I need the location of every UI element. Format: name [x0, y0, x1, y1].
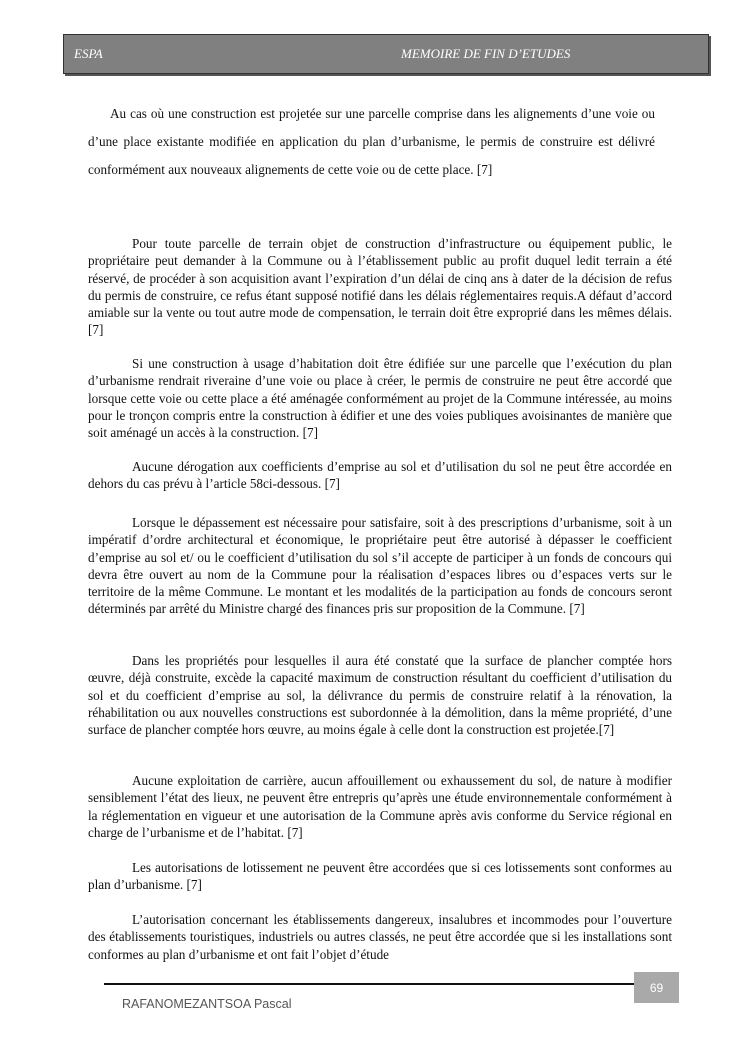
paragraph: Si une construction à usage d’habitation doit être édifiée sur une parcelle que l’exécution du plan d’urbanisme rendrait riveraine d’une voie ou place à créer, le permis de construire ne peut être accordé que lorsque cette voie ou cette place a été aménagée conformément au projet de la Commune intéressée, au moins pour le tronçon compris entre la construction à édifier et une des voies publiques avoisinantes de manière que soit aménagé un accès à la construction. [7] — [88, 356, 672, 441]
paragraph: Lorsque le dépassement est nécessaire pour satisfaire, soit à des prescriptions d’urbanisme, soit à un impératif d’ordre architectural et économique, le propriétaire peut être autorisé à dépasser le coefficient d’emprise au sol et/ ou le coefficient d’utilisation du sol s’il accepte de participer à un fonds de concours qui devra être ouvert au nom de la Commune pour la réalisation d’espaces libres ou d’espaces verts sur le territoire de la même Commune. Le montant et les modalités de la participation au fonds de concours seront déterminés par arrêté du Ministre chargé des finances pris sur proposition de la Commune. [7] — [88, 515, 672, 617]
paragraph: L’autorisation concernant les établissements dangereux, insalubres et incommodes pour l’ouverture des établissements touristiques, industriels ou autres classés, ne peut être accordée que si les installations sont conformes au plan d’urbanisme et ont fait l’objet d’étude — [88, 912, 672, 962]
header-document-title: MEMOIRE DE FIN D’ETUDES — [401, 46, 571, 61]
header-school: ESPA — [74, 46, 103, 61]
paragraph: Au cas où une construction est projetée sur une parcelle comprise dans les alignements d’une voie ou d’une place existante modifiée en application du plan d’urbanisme, le permis de construire est délivré conformément aux nouveaux alignements de cette voie ou de cette place. [7] — [88, 106, 655, 177]
paragraph: Aucune exploitation de carrière, aucun affouillement ou exhaussement du sol, de nature à modifier sensiblement l’état des lieux, ne peuvent être entrepris qu’après une étude environnementale conformément à la réglementation en vigueur et une autorisation de la Commune après avis conforme du Service régional en charge de l’urbanisme et de l’habitat. [7] — [88, 773, 672, 840]
paragraph: Dans les propriétés pour lesquelles il aura été constaté que la surface de plancher comptée hors œuvre, déjà construite, excède la capacité maximum de construction résultant du coefficient d’utilisation du sol et du coefficient d’emprise au sol, la délivrance du permis de construire relatif à la rénovation, la réhabilitation ou aux nouvelles constructions est subordonnée à la démolition, dans la même propriété, d’une surface de plancher comptée hors œuvre, au moins égale à celle dont la construction est projetée.[7] — [88, 653, 672, 738]
footer-divider — [104, 983, 634, 985]
page-header — [63, 34, 709, 74]
paragraph: Les autorisations de lotissement ne peuvent être accordées que si ces lotissements sont conformes au plan d’urbanisme. [7] — [88, 860, 672, 893]
footer-author: RAFANOMEZANTSOA Pascal — [122, 997, 292, 1011]
paragraph: Aucune dérogation aux coefficients d’emprise au sol et d’utilisation du sol ne peut être accordée en dehors du cas prévu à l’article 58ci-dessous. [7] — [88, 459, 672, 492]
page-number: 69 — [634, 972, 679, 1003]
paragraph: Pour toute parcelle de terrain objet de construction d’infrastructure ou équipement public, le propriétaire peut demander à la Commune ou à l’établissement public au profit duquel ledit terrain a été réservé, de procéder à son acquisition avant l’expiration d’un délai de cinq ans à dater de la décision de refus du permis de construire, ce refus étant supposé notifié dans les délais réglementaires requis.A défaut d’accord amiable sur la vente ou tout autre mode de compensation, le terrain doit être exproprié dans les mêmes délais.[7] — [88, 236, 672, 338]
